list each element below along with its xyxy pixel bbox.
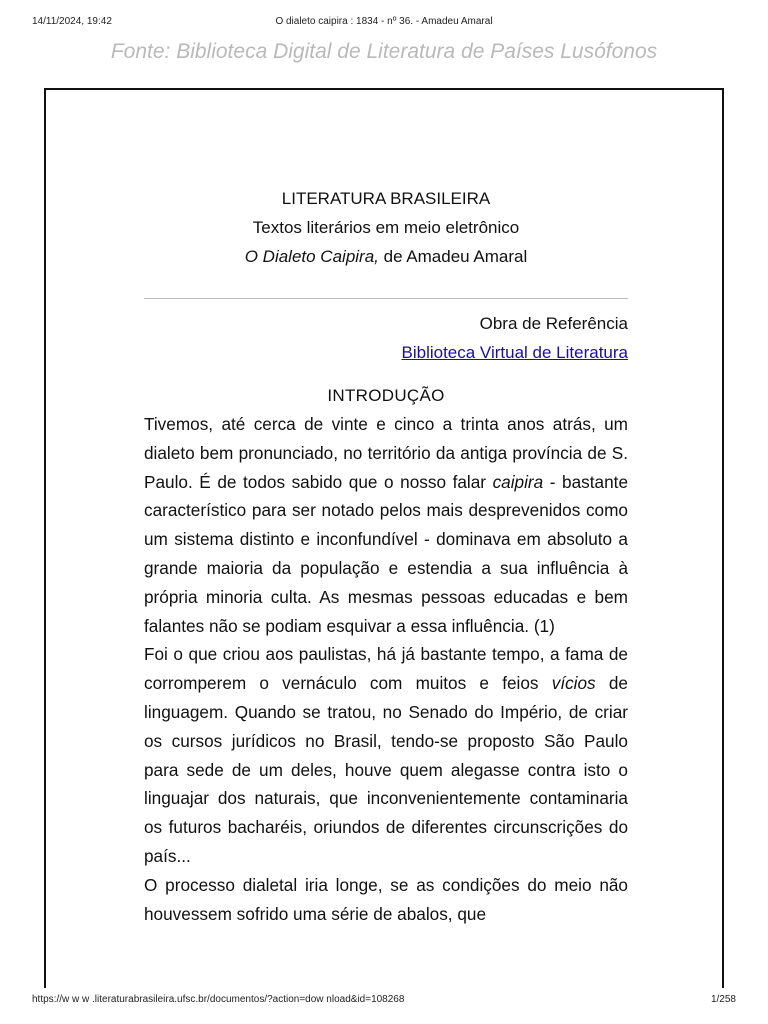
paragraph-2-text-a: Foi o que criou aos paulistas, há já bastante tempo, a fama de corromperem o vernáculo com muitos e feios (144, 644, 628, 694)
paragraph-2-text-b: de linguagem. Quando se tratou, no Senado do Império, de criar os cursos jurídicos no Brasil, tendo-se proposto São Paulo para sede de um deles, houve quem alegasse contra isto o linguajar dos naturais, que inconvenientemente contaminaria os futuros bacharéis, oriundos de diferentes circunscrições do país... (144, 673, 628, 866)
print-datetime: 14/11/2024, 19:42 (32, 16, 112, 27)
paragraph-2-emphasis: vícios (551, 673, 596, 694)
print-header (32, 16, 736, 30)
paragraph-3 (144, 871, 628, 929)
heading-literature: LITERATURA BRASILEIRA (281, 189, 491, 208)
paragraph-2 (144, 640, 628, 870)
paragraph-1-emphasis: caipira (492, 471, 544, 492)
source-watermark: Fonte: Biblioteca Digital de Literatura de Países Lusófonos (110, 40, 658, 63)
paragraph-1-text-b: - bastante característico para ser notado pelos mais desprevenidos como um sistema distinto e inconfundível - dominava em absoluto a grande maioria da população e estendia a sua influência à própria minoria culta. As mesmas pessoas educadas e bem falantes não se podiam esquivar a essa influência. (1) (144, 471, 628, 636)
paragraph-1 (144, 410, 628, 640)
page-counter: 1/258 (710, 994, 736, 1005)
reference-label: Obra de Referência (479, 314, 628, 333)
reference-link[interactable]: Biblioteca Virtual de Literatura (401, 343, 628, 362)
heading-subtitle: Textos literários em meio eletrônico (252, 218, 520, 237)
heading-work (144, 242, 628, 271)
reference-block (144, 309, 628, 367)
work-title: O Dialeto Caipira, (244, 247, 379, 266)
horizontal-divider (144, 298, 628, 299)
print-url: https://w w w .literaturabrasileira.ufsc.br/documentos/?action=dow nload&id=108268 (32, 994, 405, 1005)
print-footer (32, 994, 736, 1008)
document-heading (144, 184, 628, 271)
section-title: INTRODUÇÃO (327, 386, 445, 405)
paragraph-1-text-a: Tivemos, até cerca de vinte e cinco a trinta anos atrás, um dialeto bem pronunciado, no território da antiga província de S. Paulo. É de todos sabido que o nosso falar (144, 414, 628, 492)
print-doc-title: O dialeto caipira : 1834 - nº 36. - Amadeu Amaral (275, 16, 493, 27)
document-content (144, 90, 628, 928)
paragraph-3-text-a: O processo dialetal iria longe, se as condições do meio não houvessem sofrido uma série de abalos, que (144, 874, 628, 924)
work-author: de Amadeu Amaral (378, 247, 528, 266)
document-frame (44, 88, 724, 988)
